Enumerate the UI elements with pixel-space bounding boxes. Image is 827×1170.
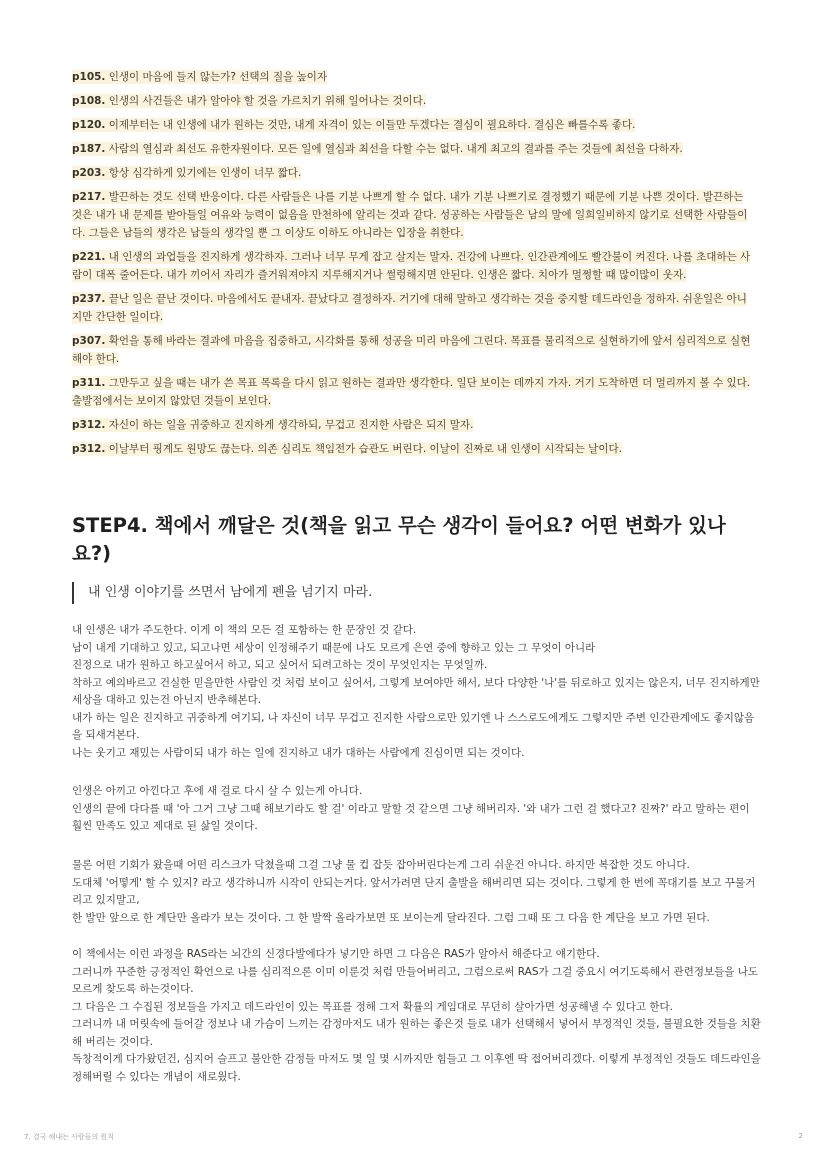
highlight-text: 자신이 하는 일을 귀중하고 진지하게 생각하되, 무겁고 진지한 사람은 되지 말자. xyxy=(105,419,474,431)
step-title: STEP4. 책에서 깨달은 것(책을 읽고 무슨 생각이 들어요? 어떤 변화가 있나요?) xyxy=(72,514,726,565)
highlight-item xyxy=(72,92,754,110)
highlight-page: p312. xyxy=(72,419,106,431)
highlight-text: 확언을 통해 바라는 결과에 마음을 집중하고, 시각화를 통해 성공을 미리 마음에 그린다. 목표를 물리적으로 실현하기에 앞서 심리적으로 실현해야 한다. xyxy=(72,335,751,365)
highlight-text: 끝난 일은 끝난 것이다. 마음에서도 끝내자. 끝났다고 결정하자. 거기에 대해 말하고 생각하는 것을 중지할 데드라인을 정하자. 쉬운일은 아니지만 간단한 일이다. xyxy=(72,293,747,323)
highlight-mark xyxy=(72,442,622,456)
paragraph-line: 그 다음은 그 수집된 정보들을 가지고 데드라인이 있는 목표를 정해 그저 확률의 게임대로 무던히 살아가면 성공해낼 수 있다고 한다. xyxy=(72,1000,673,1013)
highlight-page: p105. xyxy=(72,71,106,83)
highlight-text: 이날부터 핑계도 원망도 끊는다. 의존 심리도 책임전가 습관도 버린다. 이날이 진짜로 내 인생이 시작되는 날이다. xyxy=(105,443,622,455)
highlight-page: p120. xyxy=(72,119,106,131)
paragraph-line: 착하고 예의바르고 건실한 믿을만한 사람인 것 처럼 보이고 싶어서, 그렇게 보여야만 해서, 보다 다양한 '나'를 뒤로하고 있지는 않은지, 너무 진지하게만 세상을 대하고 있는건 아닌지 반추해본다. xyxy=(72,676,760,706)
paragraph-line: 남이 내게 기대하고 있고, 되고나면 세상이 인정해주기 때문에 나도 모르게 은연 중에 향하고 있는 그 무엇이 아니라 xyxy=(72,641,596,654)
paragraph-line: 그러니까 꾸준한 긍정적인 확언으로 나를 심리적으론 이미 이룬것 처럼 만들어버리고, 그럼으로써 RAS가 그걸 중요시 여기도록해서 관련정보들을 나도 모르게 찾도록 하는것이다. xyxy=(72,965,759,995)
highlight-text: 이제부터는 내 인생에 내가 원하는 것만, 내게 자격이 있는 이들만 두겠다는 결심이 필요하다. 결심은 빠를수록 좋다. xyxy=(105,119,636,131)
paragraph-line: 물론 어떤 기회가 왔을때 어떤 리스크가 닥쳤을때 그걸 그냥 물 컵 잡듯 잡아버린다는게 그리 쉬운건 아니다. 하지만 복잡한 것도 아니다. xyxy=(72,859,690,871)
highlight-text: 발끈하는 것도 선택 반응이다. 다른 사람들은 나를 기분 나쁘게 할 수 없다. 내가 기분 나쁘기로 결정했기 때문에 기분 나쁜 것이다. 발끈하는 것은 내가 내 문제를 받아들일 여유와 능력이 없음을 만천하에 알리는 것과 같다. 성공하는 사람들은 남의 말에 일희일비하지 않기로 선택한 사람들이다. 그들은 남들의 생각은 남들의 생각일 뿐 그 이상도 이하도 아니라는 입장을 취한다. xyxy=(72,191,748,239)
highlight-mark xyxy=(72,250,750,282)
paragraph-1 xyxy=(72,622,762,762)
highlight-page: p307. xyxy=(72,335,106,347)
highlight-mark xyxy=(72,118,635,132)
highlight-mark xyxy=(72,70,327,84)
highlight-mark xyxy=(72,166,301,180)
paragraph-3 xyxy=(72,857,762,927)
highlight-mark xyxy=(72,94,426,108)
footer-title: 7. 결국 해내는 사람들의 원칙 xyxy=(24,1133,114,1141)
highlight-page: p108. xyxy=(72,95,106,107)
highlight-list xyxy=(72,68,754,464)
highlight-item xyxy=(72,68,754,86)
page-number: 2 xyxy=(798,1132,803,1140)
highlight-mark xyxy=(72,292,747,324)
highlight-item xyxy=(72,248,754,284)
highlight-text: 인생이 마음에 들지 않는가? 선택의 질을 높이자 xyxy=(105,71,328,83)
highlight-text: 내 인생의 과업들을 진지하게 생각하자. 그러나 너무 무게 잡고 살지는 말자. 건강에 나쁘다. 인간관계에도 빨간불이 켜진다. 나를 초대하는 사람이 대폭 줄어든다. 내가 끼어서 자리가 즐거워져야지 지루해지거나 썰렁해지면 안된다. 인생은 짧다. 치아가 멀쩡할 때 많이많이 웃자. xyxy=(72,251,751,281)
highlight-item xyxy=(72,140,754,158)
highlight-text: 인생의 사건들은 내가 알아야 할 것을 가르치기 위해 일어나는 것이다. xyxy=(105,95,427,107)
highlight-mark xyxy=(72,190,747,240)
highlight-item xyxy=(72,374,754,410)
highlight-mark xyxy=(72,142,683,156)
highlight-page: p311. xyxy=(72,377,106,389)
highlight-mark xyxy=(72,418,473,432)
paragraph-2 xyxy=(72,783,762,836)
highlight-item xyxy=(72,116,754,134)
paragraph-line: 이 책에서는 이런 과정을 RAS라는 뇌간의 신경다발에다가 넣기만 하면 그 다음은 RAS가 알아서 해준다고 얘기한다. xyxy=(72,948,600,960)
highlight-page: p203. xyxy=(72,167,106,179)
highlight-page: p217. xyxy=(72,191,106,203)
quote-block: 내 인생 이야기를 쓰면서 남에게 펜을 넘기지 마라. xyxy=(72,582,770,604)
highlight-page: p187. xyxy=(72,143,106,155)
highlight-mark xyxy=(72,376,750,408)
paragraph-line: 그러니까 내 머릿속에 들어갈 정보나 내 가슴이 느끼는 감정마저도 내가 원하는 좋은것 들로 내가 선택해서 넣어서 부정적인 것들, 불필요한 것들을 치환해 버리는 것이다. xyxy=(72,1018,761,1048)
highlight-page: p312. xyxy=(72,443,106,455)
paragraph-line: 내가 하는 일은 진지하고 귀중하게 여기되, 나 자신이 너무 무겁고 진지한 사람으로만 있기엔 나 스스로도에게도 그렇지만 주변 인간관계에도 좋지않음을 되새겨본다. xyxy=(72,711,755,741)
paragraph-line: 진정으로 내가 원하고 하고싶어서 하고, 되고 싶어서 되려고하는 것이 무엇인지는 무엇일까. xyxy=(72,659,488,671)
highlight-item xyxy=(72,164,754,182)
paragraph-line: 나는 웃기고 재밌는 사람이되 내가 하는 일에 진지하고 내가 대하는 사람에게 진심이면 되는 것이다. xyxy=(72,746,525,759)
paragraph-line: 내 인생은 내가 주도한다. 이게 이 책의 모든 걸 포함하는 한 문장인 것 같다. xyxy=(72,624,417,636)
highlight-text: 사람의 열심과 최선도 유한자원이다. 모든 일에 열심과 최선을 다할 수는 없다. 내게 최고의 결과를 주는 것들에 최선을 다하자. xyxy=(105,143,683,155)
paragraph-line: 한 발만 앞으로 한 계단만 올라가 보는 것이다. 그 한 발짝 올라가보면 또 보이는게 달라진다. 그럼 그때 또 그 다음 한 계단을 보고 가면 된다. xyxy=(72,911,710,924)
highlight-item xyxy=(72,440,754,458)
paragraph-line: 독창적이게 다가왔던건, 심지어 슬프고 불안한 감정들 마저도 몇 일 몇 시까지만 힘들고 그 이후엔 딱 접어버리겠다. 이렇게 부정적인 것들도 데드라인을 정해버릴 수 있다는 개념이 새로웠다. xyxy=(72,1053,761,1083)
highlight-item xyxy=(72,188,754,242)
highlight-page: p221. xyxy=(72,251,106,263)
highlight-mark xyxy=(72,334,750,366)
highlight-item xyxy=(72,332,754,368)
highlight-item xyxy=(72,290,754,326)
paragraph-line: 인생의 끝에 다다를 때 '아 그거 그냥 그때 해보기라도 할 걸' 이라고 말할 것 같으면 그냥 해버리자. '와 내가 그런 걸 했다고? 진짜?' 라고 말하는 편이 훨씬 만족도 있고 제대로 된 삶일 것이다. xyxy=(72,802,750,832)
paragraph-line: 도대체 '어떻게' 할 수 있지? 라고 생각하니까 시작이 안되는거다. 앞서가려면 단지 출발을 해버리면 되는 것이다. 그렇게 한 번에 꼭대기를 보고 꾸물거리고 있지말고, xyxy=(72,876,756,906)
highlight-text: 항상 심각하게 있기에는 인생이 너무 짧다. xyxy=(105,167,302,179)
highlight-text: 그만두고 싶을 때는 내가 쓴 목표 목록을 다시 읽고 원하는 결과만 생각한다. 일단 보이는 데까지 가자. 거기 도착하면 더 멀리까지 볼 수 있다. 출발점에서는 보이지 않았던 것들이 보인다. xyxy=(72,377,751,407)
highlight-page: p237. xyxy=(72,293,106,305)
paragraph-line: 인생은 아끼고 아낀다고 후에 새 걸로 다시 살 수 있는게 아니다. xyxy=(72,785,363,797)
highlight-item xyxy=(72,416,754,434)
paragraph-4 xyxy=(72,946,762,1086)
